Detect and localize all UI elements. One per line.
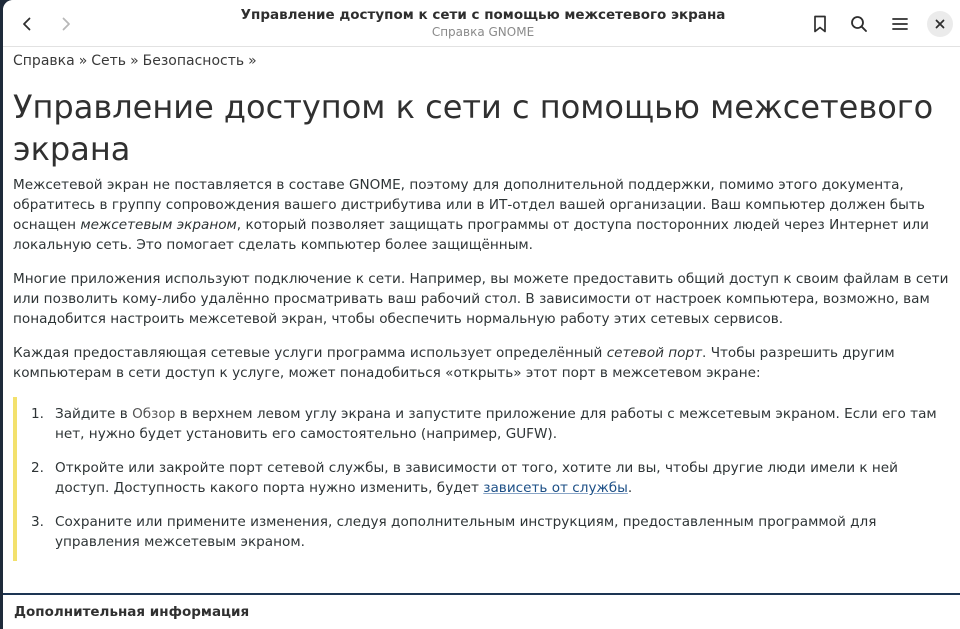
page-content: [3, 48, 960, 593]
help-window: [3, 0, 960, 629]
overview-gui-label: Обзор: [132, 406, 176, 422]
step-text-part: .: [627, 480, 633, 496]
search-icon: [850, 15, 868, 33]
service-dependency-link[interactable]: зависеть от службы: [483, 480, 628, 496]
step-number: 3.: [31, 514, 44, 530]
window-subtitle: Справка GNOME: [431, 25, 535, 39]
chevron-left-icon: [19, 16, 35, 32]
page-title: Управление доступом к сети с помощью межсетевого экрана: [13, 88, 934, 168]
breadcrumb-item-network[interactable]: Сеть: [91, 53, 127, 69]
ports-text-a: Каждая предоставляющая сетевые услуги программа использует определённый: [13, 345, 607, 361]
window-title-box: [203, 7, 763, 40]
close-button[interactable]: [927, 11, 953, 37]
window-title: Управление доступом к сети с помощью межсетевого экрана: [240, 7, 726, 23]
steps-list: [13, 397, 951, 561]
step-text-part: Откройте или закройте порт сетевой службы, в зависимости от того, хотите ли вы, чтобы другие люди имели к ней доступ. Доступность какого порта нужно изменить, будет: [55, 460, 898, 496]
step-text-part: Зайдите в: [55, 406, 133, 422]
bookmark-icon: [812, 15, 828, 33]
step-text: [55, 458, 955, 498]
step-number: 2.: [31, 460, 44, 476]
step-text: Сохраните или примените изменения, следуя дополнительным инструкциям, предоставленным программой для управления межсетевым экраном.: [55, 514, 877, 550]
step-text: [55, 404, 955, 444]
breadcrumb-separator: »: [130, 53, 139, 69]
breadcrumb-item-help[interactable]: Справка: [13, 53, 75, 69]
breadcrumb-separator: »: [248, 53, 257, 69]
ports-text-b: . Чтобы разрешить другим компьютерам в сети доступ к услуге, может понадобиться «открыть» этот порт в межсетевом экране:: [13, 345, 895, 381]
breadcrumb-item-security[interactable]: Безопасность: [142, 53, 245, 69]
intro-text-a: Межсетевой экран не поставляется в составе GNOME, поэтому для дополнительной поддержки, помимо этого документа, обратитесь в группу сопровождения вашего дистрибутива или в ИТ-отдел вашей организации. Ваш компьютер должен быть оснащен: [13, 177, 925, 233]
search-button[interactable]: [844, 9, 874, 39]
ports-term: сетевой порт: [606, 345, 703, 361]
bookmark-button[interactable]: [805, 9, 835, 39]
step-text-part: в верхнем левом углу экрана и запустите приложение для работы с межсетевым экраном. Если его там нет, нужно будет установить его самостоятельно (например, GUFW).: [55, 406, 937, 442]
menu-button[interactable]: [885, 9, 915, 39]
more-info-title: Дополнительная информация: [14, 604, 250, 620]
more-info-section: [3, 593, 960, 629]
breadcrumb-separator: »: [78, 53, 88, 69]
chevron-right-icon: [58, 16, 74, 32]
breadcrumb: [13, 53, 261, 69]
apps-paragraph: Многие приложения используют подключение к сети. Например, вы можете предоставить общий доступ к своим файлам в сети или позволить кому-либо удалённо просматривать ваш рабочий стол. В зависимости от настроек компьютера, возможно, вам понадобится настроить межсетевой экран, чтобы обеспечить нормальную работу этих сетевых сервисов.: [13, 271, 949, 327]
forward-button[interactable]: [51, 9, 81, 39]
intro-term: межсетевым экраном: [80, 217, 237, 233]
step-number: 1.: [31, 406, 44, 422]
intro-text-b: , который позволяет защищать программы от доступа посторонних людей через Интернет или локальную сеть. Это помогает сделать компьютер более защищённым.: [13, 217, 929, 253]
hamburger-menu-icon: [891, 16, 909, 32]
close-icon: [934, 18, 946, 30]
intro-paragraph: [13, 175, 953, 255]
back-button[interactable]: [12, 9, 42, 39]
header-bar: [3, 0, 960, 47]
ports-paragraph: [13, 343, 953, 383]
